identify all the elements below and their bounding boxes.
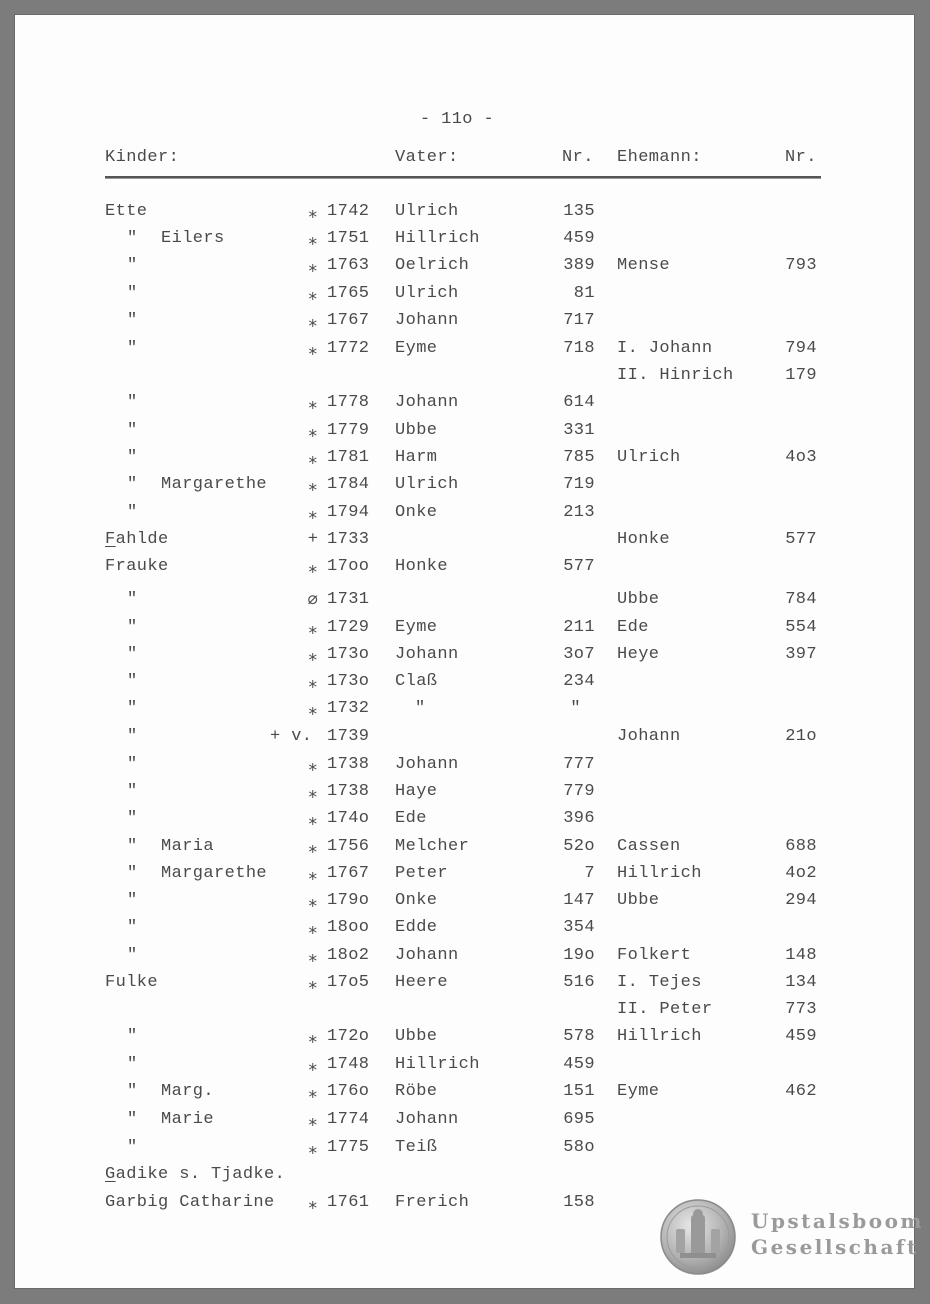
status-symbol: ⁎ — [308, 1112, 318, 1131]
table-row — [15, 699, 914, 726]
father-name: Ulrich — [395, 202, 459, 221]
child-name: Garbig Catharine — [105, 1193, 275, 1212]
father-name: Johann — [395, 311, 459, 330]
logo-line-2: Gesellschaft — [751, 1235, 919, 1259]
child-name: Fahlde — [105, 530, 169, 549]
year: 174o — [327, 809, 370, 828]
ditto-mark: " — [127, 503, 138, 522]
year: 1781 — [327, 448, 370, 467]
status-symbol: ⁎ — [308, 1057, 318, 1076]
father-name: Johann — [395, 393, 459, 412]
status-symbol: ⁎ — [308, 477, 318, 496]
father-name: Oelrich — [395, 256, 470, 275]
father-number: 779 — [563, 782, 595, 801]
table-row — [15, 421, 914, 448]
father-number: 718 — [563, 339, 595, 358]
table-row — [15, 590, 914, 617]
child-second-name: Marg. — [161, 1082, 215, 1101]
status-symbol: ⁎ — [308, 647, 318, 666]
husband-number: 4o3 — [785, 448, 817, 467]
table-row — [15, 837, 914, 864]
father-name: Röbe — [395, 1082, 438, 1101]
status-symbol: ⁎ — [308, 204, 318, 223]
table-row — [15, 1165, 914, 1192]
ditto-mark: " — [127, 645, 138, 664]
ditto-mark: " — [127, 891, 138, 910]
father-name: Ulrich — [395, 475, 459, 494]
status-symbol: ⁎ — [308, 1140, 318, 1159]
year: 1794 — [327, 503, 370, 522]
husband-name: Ede — [617, 618, 649, 637]
ditto-mark: " — [127, 339, 138, 358]
child-second-name: Eilers — [161, 229, 225, 248]
ditto-mark: " — [127, 311, 138, 330]
document-page — [15, 15, 925, 1288]
father-name: Hillrich — [395, 1055, 480, 1074]
father-number: 3o7 — [563, 645, 595, 664]
father-number: 459 — [563, 1055, 595, 1074]
table-row — [15, 782, 914, 809]
father-number: 578 — [563, 1027, 595, 1046]
father-number: 158 — [563, 1193, 595, 1212]
father-name: Johann — [395, 645, 459, 664]
status-prefix: + v. — [270, 727, 313, 746]
ditto-mark: " — [127, 755, 138, 774]
status-symbol: ⁎ — [308, 920, 318, 939]
child-name: Ette — [105, 202, 148, 221]
header-rule — [105, 176, 821, 179]
year: 1739 — [327, 727, 370, 746]
ditto-mark: " — [127, 590, 138, 609]
child-name: Fulke — [105, 973, 159, 992]
year: 1767 — [327, 864, 370, 883]
table-row — [15, 645, 914, 672]
year: 18o2 — [327, 946, 370, 965]
ditto-mark: " — [127, 475, 138, 494]
table-row — [15, 918, 914, 945]
husband-number: 773 — [785, 1000, 817, 1019]
status-symbol: ⁎ — [308, 1029, 318, 1048]
status-symbol: ⁎ — [308, 559, 318, 578]
year: 1784 — [327, 475, 370, 494]
father-name: Peter — [395, 864, 449, 883]
husband-number: 148 — [785, 946, 817, 965]
husband-name: Hillrich — [617, 864, 702, 883]
year: 172o — [327, 1027, 370, 1046]
ditto-mark: " — [127, 809, 138, 828]
father-number: 331 — [563, 421, 595, 440]
father-name: Johann — [395, 1110, 459, 1129]
year: 17oo — [327, 557, 370, 576]
ditto-mark: " — [127, 448, 138, 467]
ditto-mark: " — [127, 946, 138, 965]
table-row — [15, 503, 914, 530]
child-second-name: Marie — [161, 1110, 215, 1129]
father-name: Eyme — [395, 618, 438, 637]
table-row — [15, 1000, 914, 1027]
husband-name: Ulrich — [617, 448, 681, 467]
status-symbol: ⁎ — [308, 757, 318, 776]
status-symbol: ⁎ — [308, 258, 318, 277]
upstalsboom-logo — [658, 1197, 925, 1277]
husband-number: 134 — [785, 973, 817, 992]
year: 179o — [327, 891, 370, 910]
husband-number: 294 — [785, 891, 817, 910]
father-name: Melcher — [395, 837, 470, 856]
father-name: Harm — [395, 448, 438, 467]
ditto-mark: " — [127, 618, 138, 637]
father-number: 81 — [573, 284, 595, 303]
father-number: 135 — [563, 202, 595, 221]
father-number: 516 — [563, 973, 595, 992]
table-row — [15, 448, 914, 475]
table-row — [15, 973, 914, 1000]
husband-name: Ubbe — [617, 891, 660, 910]
seal-icon — [658, 1197, 738, 1277]
father-number: 614 — [563, 393, 595, 412]
father-name: Onke — [395, 891, 438, 910]
child-name: Frauke — [105, 557, 169, 576]
father-number: 389 — [563, 256, 595, 275]
ditto-mark: " — [127, 918, 138, 937]
status-symbol: ⁎ — [308, 620, 318, 639]
status-symbol: ⁎ — [308, 975, 318, 994]
father-number: 695 — [563, 1110, 595, 1129]
child-second-name: Margarethe — [161, 864, 268, 883]
ditto-mark: " — [127, 1055, 138, 1074]
year: 1772 — [327, 339, 370, 358]
husband-name: Honke — [617, 530, 671, 549]
status-symbol: ⌀ — [307, 592, 319, 611]
status-symbol: ⁎ — [308, 948, 318, 967]
status-symbol: ⁎ — [308, 1195, 318, 1214]
husband-name: Eyme — [617, 1082, 660, 1101]
father-name: Haye — [395, 782, 438, 801]
father-name: Johann — [395, 946, 459, 965]
header-ehemann: Ehemann: — [617, 148, 702, 167]
husband-number: 459 — [785, 1027, 817, 1046]
status-symbol: ⁎ — [308, 784, 318, 803]
year: 1775 — [327, 1138, 370, 1157]
year: 1751 — [327, 229, 370, 248]
husband-name: Mense — [617, 256, 671, 275]
ditto-mark: " — [127, 699, 138, 718]
father-number: 577 — [563, 557, 595, 576]
header-nr-husband: Nr. — [785, 148, 817, 167]
status-symbol: ⁎ — [308, 313, 318, 332]
year: 173o — [327, 672, 370, 691]
father-number: 19o — [563, 946, 595, 965]
year: 1732 — [327, 699, 370, 718]
husband-number: 462 — [785, 1082, 817, 1101]
status-symbol: ⁎ — [308, 505, 318, 524]
year: 1738 — [327, 755, 370, 774]
year: 1761 — [327, 1193, 370, 1212]
table-row — [15, 1055, 914, 1082]
status-symbol: ⁎ — [308, 395, 318, 414]
father-name: Claß — [395, 672, 438, 691]
table-row — [15, 1027, 914, 1054]
table-row — [15, 339, 914, 366]
table-row — [15, 366, 914, 393]
father-number: 147 — [563, 891, 595, 910]
father-name: Teiß — [395, 1138, 438, 1157]
husband-number: 554 — [785, 618, 817, 637]
year: 1779 — [327, 421, 370, 440]
father-name: Eyme — [395, 339, 438, 358]
father-number: 717 — [563, 311, 595, 330]
father-number-ditto-mark: " — [570, 699, 581, 718]
child-second-name: Margarethe — [161, 475, 268, 494]
table-row — [15, 393, 914, 420]
page-number: - 11o - — [419, 110, 495, 129]
husband-number: 4o2 — [785, 864, 817, 883]
husband-name: II. Hinrich — [617, 366, 734, 385]
father-ditto-mark: " — [415, 699, 426, 718]
ditto-mark: " — [127, 393, 138, 412]
father-number: 213 — [563, 503, 595, 522]
father-name: Frerich — [395, 1193, 470, 1212]
year: 1731 — [327, 590, 370, 609]
child-second-name: Maria — [161, 837, 215, 856]
husband-number: 793 — [785, 256, 817, 275]
status-symbol: ⁎ — [308, 893, 318, 912]
year: 1742 — [327, 202, 370, 221]
father-name: Ubbe — [395, 1027, 438, 1046]
father-name: Johann — [395, 755, 459, 774]
year: 1748 — [327, 1055, 370, 1074]
husband-number: 397 — [785, 645, 817, 664]
ditto-mark: " — [127, 837, 138, 856]
year: 17o5 — [327, 973, 370, 992]
ditto-mark: " — [127, 284, 138, 303]
ditto-mark: " — [127, 1027, 138, 1046]
status-symbol: ⁎ — [308, 701, 318, 720]
table-row — [15, 891, 914, 918]
husband-number: 577 — [785, 530, 817, 549]
husband-number: 794 — [785, 339, 817, 358]
table-row — [15, 864, 914, 891]
year: 1767 — [327, 311, 370, 330]
husband-number: 21o — [785, 727, 817, 746]
table-row — [15, 1138, 914, 1165]
status-symbol: ⁎ — [308, 450, 318, 469]
ditto-mark: " — [127, 672, 138, 691]
table-row — [15, 475, 914, 502]
status-symbol: ⁎ — [308, 1084, 318, 1103]
year: 1763 — [327, 256, 370, 275]
ditto-mark: " — [127, 421, 138, 440]
year: 1729 — [327, 618, 370, 637]
father-number: 396 — [563, 809, 595, 828]
father-name: Honke — [395, 557, 449, 576]
status-symbol: ⁎ — [308, 839, 318, 858]
table-row — [15, 672, 914, 699]
father-number: 7 — [584, 864, 595, 883]
year: 176o — [327, 1082, 370, 1101]
year: 1765 — [327, 284, 370, 303]
father-number: 151 — [563, 1082, 595, 1101]
father-number: 234 — [563, 672, 595, 691]
logo-line-1: Upstalsboom — [751, 1209, 925, 1233]
table-row — [15, 618, 914, 645]
year: 1778 — [327, 393, 370, 412]
father-number: 719 — [563, 475, 595, 494]
ditto-mark: " — [127, 1138, 138, 1157]
husband-number: 179 — [785, 366, 817, 385]
status-symbol: ⁎ — [308, 674, 318, 693]
table-row — [15, 1082, 914, 1109]
father-number: 354 — [563, 918, 595, 937]
father-name: Ubbe — [395, 421, 438, 440]
ditto-mark: " — [127, 864, 138, 883]
year: 1774 — [327, 1110, 370, 1129]
table-row — [15, 727, 914, 754]
table-row — [15, 557, 914, 584]
father-name: Onke — [395, 503, 438, 522]
table-row — [15, 530, 914, 557]
father-name: Ede — [395, 809, 427, 828]
status-symbol: ⁎ — [308, 811, 318, 830]
table-row — [15, 809, 914, 836]
ditto-mark: " — [127, 229, 138, 248]
table-row — [15, 311, 914, 338]
year: 1756 — [327, 837, 370, 856]
table-row — [15, 284, 914, 311]
ditto-mark: " — [127, 727, 138, 746]
header-kinder: Kinder: — [105, 148, 180, 167]
table-row — [15, 755, 914, 782]
husband-name: Hillrich — [617, 1027, 702, 1046]
father-number: 211 — [563, 618, 595, 637]
father-name: Heere — [395, 973, 449, 992]
husband-name: Folkert — [617, 946, 692, 965]
header-vater: Vater: — [395, 148, 459, 167]
husband-name: I. Johann — [617, 339, 713, 358]
ditto-mark: " — [127, 1110, 138, 1129]
husband-name: I. Tejes — [617, 973, 702, 992]
year: 1733 — [327, 530, 370, 549]
ditto-mark: " — [127, 782, 138, 801]
header-nr: Nr. — [562, 148, 594, 167]
father-name: Edde — [395, 918, 438, 937]
table-row — [15, 256, 914, 283]
ditto-mark: " — [127, 1082, 138, 1101]
table-row — [15, 1110, 914, 1137]
father-name: Hillrich — [395, 229, 480, 248]
child-name: Gadike s. Tjadke. — [105, 1165, 286, 1184]
husband-name: II. Peter — [617, 1000, 713, 1019]
father-number: 459 — [563, 229, 595, 248]
father-number: 777 — [563, 755, 595, 774]
status-symbol: ⁎ — [308, 341, 318, 360]
husband-number: 784 — [785, 590, 817, 609]
table-row — [15, 229, 914, 256]
status-symbol: ⁎ — [308, 423, 318, 442]
table-row — [15, 946, 914, 973]
father-number: 52o — [563, 837, 595, 856]
status-symbol: ⁎ — [308, 231, 318, 250]
husband-name: Johann — [617, 727, 681, 746]
husband-name: Cassen — [617, 837, 681, 856]
year: 1738 — [327, 782, 370, 801]
status-symbol: ⁎ — [308, 866, 318, 885]
father-number: 785 — [563, 448, 595, 467]
husband-number: 688 — [785, 837, 817, 856]
status-symbol: + — [307, 530, 319, 549]
year: 18oo — [327, 918, 370, 937]
husband-name: Ubbe — [617, 590, 660, 609]
year: 173o — [327, 645, 370, 664]
father-number: 58o — [563, 1138, 595, 1157]
father-name: Ulrich — [395, 284, 459, 303]
status-symbol: ⁎ — [308, 286, 318, 305]
husband-name: Heye — [617, 645, 660, 664]
ditto-mark: " — [127, 256, 138, 275]
table-row — [15, 202, 914, 229]
